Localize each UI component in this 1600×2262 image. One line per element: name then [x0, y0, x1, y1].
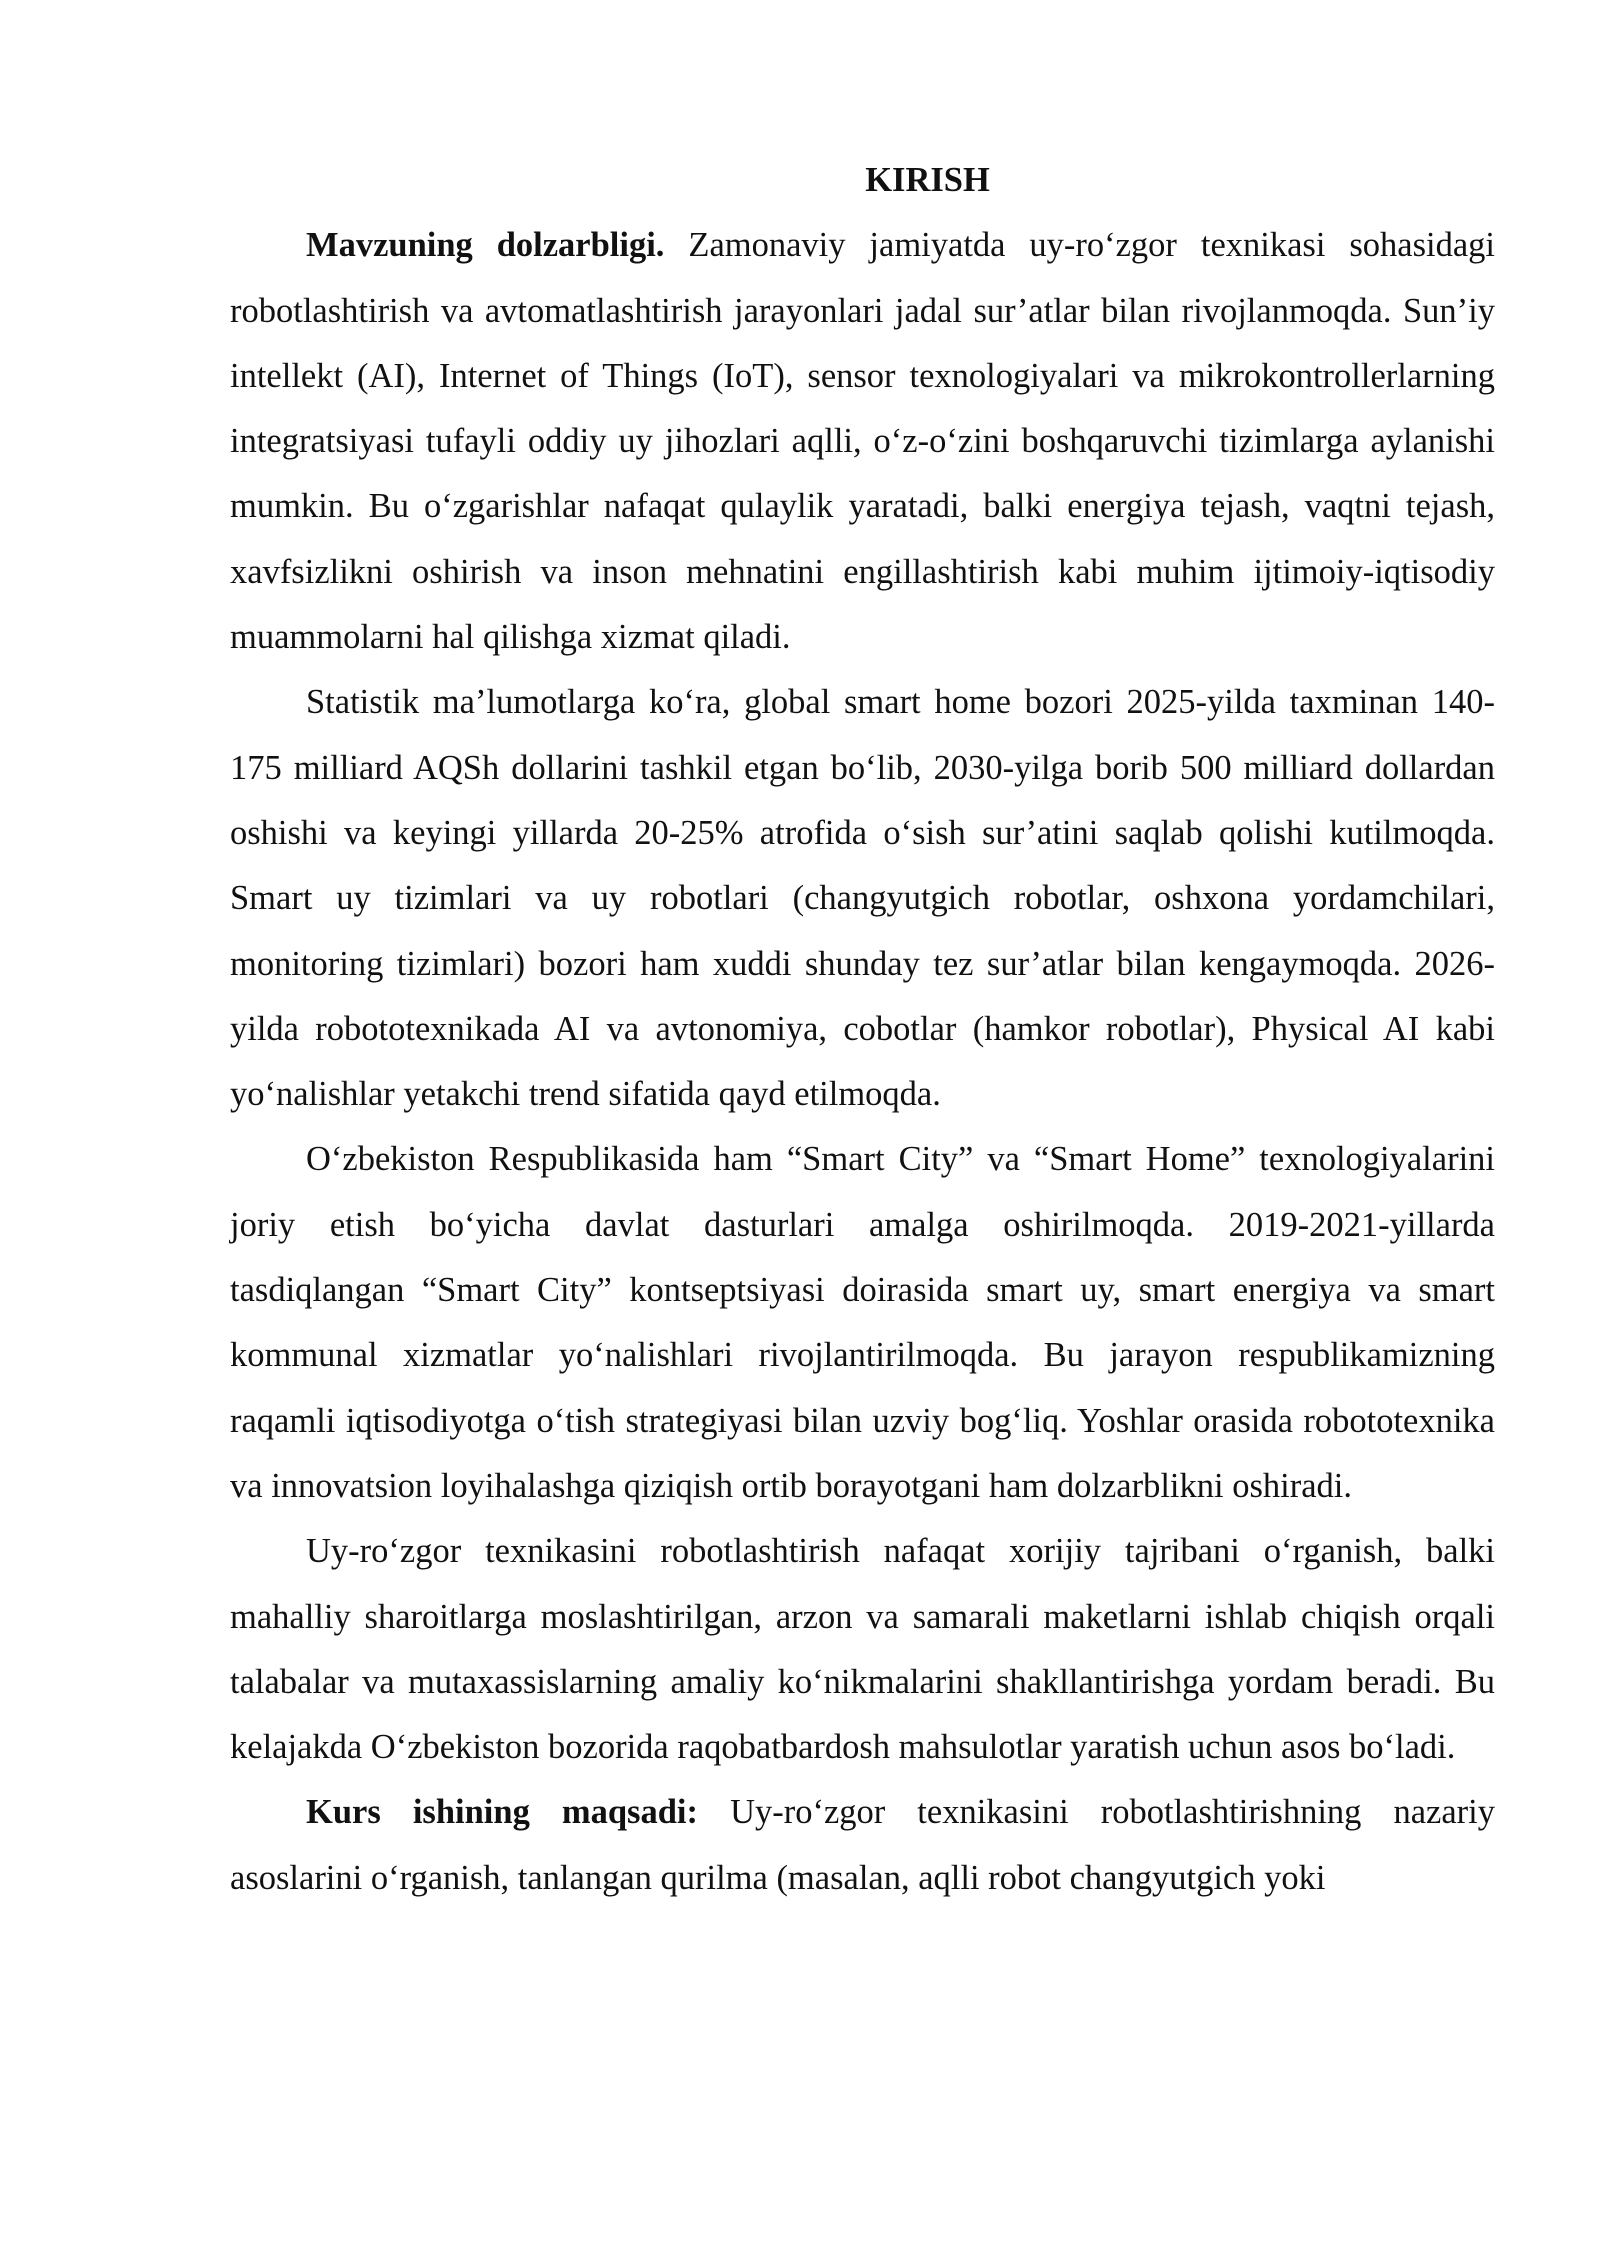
- paragraph-text: Uy-ro‘zgor texnikasini robotlashtirishning nazariy asoslarini o‘rganish, tanlangan qurilma (masalan, aqlli robot changyutgich yoki: [230, 1793, 1495, 1897]
- paragraph-text: Statistik ma’lumotlarga ko‘ra, global smart home bozori 2025-yilda taxminan 140-175 milliard AQSh dollarini tashkil etgan bo‘lib, 2030-yilga borib 500 milliard dollardan oshishi va keyingi yillarda 20-25% atrofida o‘sish sur’atini saqlab qolishi kutilmoqda. Smart uy tizimlari va uy robotlari (changyutgich robotlar, oshxona yordamchilari, monitoring tizimlari) bozori ham xuddi shunday tez sur’atlar bilan kengaymoqda. 2026-yilda robototexnikada AI va avtonomiya, cobotlar (hamkor robotlar), Physical AI kabi yo‘nalishlar yetakchi trend sifatida qayd etilmoqda.: [230, 683, 1495, 1114]
- paragraph-text: O‘zbekiston Respublikasida ham “Smart City” va “Smart Home” texnologiyalarini joriy etish bo‘yicha davlat dasturlari amalga oshirilmoqda. 2019-2021-yillarda tasdiqlangan “Smart City” kontseptsiyasi doirasida smart uy, smart energiya va smart kommunal xizmatlar yo‘nalishlari rivojlantirilmoqda. Bu jarayon respublikamizning raqamli iqtisodiyotga o‘tish strategiyasi bilan uzviy bog‘liq. Yoshlar orasida robototexnika va innovatsion loyihalashga qiziqish ortib borayotgani ham dolzarblikni oshiradi.: [230, 1140, 1495, 1505]
- document-body: [230, 148, 1495, 1911]
- paragraph-lead: Kurs ishining maqsadi:: [306, 1793, 698, 1832]
- paragraph-relevance: [230, 213, 1495, 670]
- paragraph-robotization: [230, 1519, 1495, 1780]
- paragraph-statistics: [230, 670, 1495, 1127]
- paragraph-goal: [230, 1780, 1495, 1911]
- paragraph-uzbekistan: [230, 1127, 1495, 1519]
- section-title: KIRISH: [865, 161, 990, 199]
- paragraph-text: Zamonaviy jamiyatda uy-ro‘zgor texnikasi sohasidagi robotlashtirish va avtomatlashtirish jarayonlari jadal sur’atlar bilan rivojlanmoqda. Sun’iy intellekt (AI), Internet of Things (IoT), sensor texnologiyalari va mikrokontrollerlarning integratsiyasi tufayli oddiy uy jihozlari aqlli, o‘z-o‘zini boshqaruvchi tizimlarga aylanishi mumkin. Bu o‘zgarishlar nafaqat qulaylik yaratadi, balki energiya tejash, vaqtni tejash, xavfsizlikni oshirish va inson mehnatini engillashtirish kabi muhim ijtimoiy-iqtisodiy muammolarni hal qilishga xizmat qiladi.: [230, 226, 1495, 657]
- paragraph-text: Uy-ro‘zgor texnikasini robotlashtirish nafaqat xorijiy tajribani o‘rganish, balki mahalliy sharoitlarga moslashtirilgan, arzon va samarali maketlarni ishlab chiqish orqali talabalar va mutaxassislarning amaliy ko‘nikmalarini shakllantirishga yordam beradi. Bu kelajakda O‘zbekiston bozorida raqobatbardosh mahsulotlar yaratish uchun asos bo‘ladi.: [230, 1532, 1495, 1767]
- paragraph-lead: Mavzuning dolzarbligi.: [306, 226, 665, 265]
